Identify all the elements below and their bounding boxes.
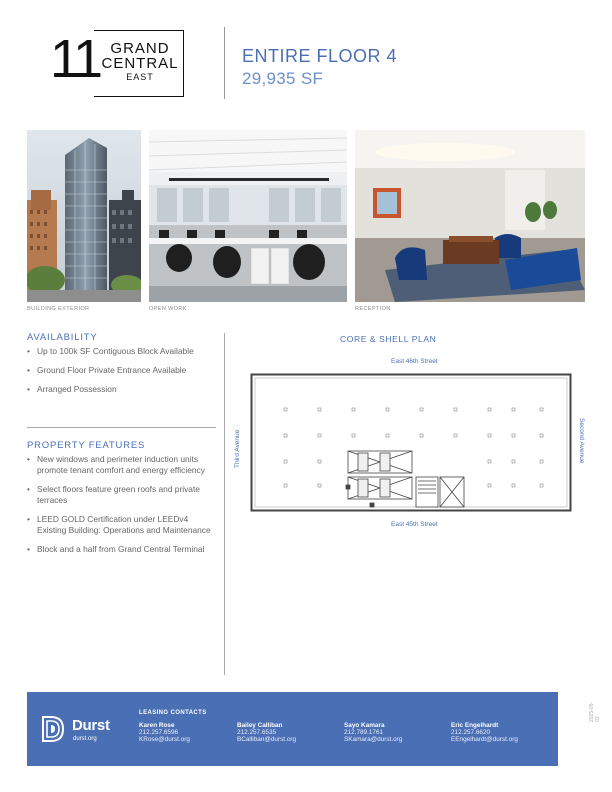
header-divider — [224, 27, 225, 99]
contact-name: Bailey Calliban — [237, 722, 283, 729]
leasing-contacts-heading: LEASING CONTACTS — [139, 710, 207, 716]
feature-item: • LEED GOLD Certification under LEEDv4 Existing Building: Operations and Maintenance — [27, 514, 217, 536]
column-divider — [224, 333, 225, 675]
logo-number: 11 — [50, 29, 101, 89]
feature-item: • Block and a half from Grand Central Terminal — [27, 544, 217, 555]
leasing-contacts-footer — [27, 692, 558, 766]
contact-card — [139, 722, 190, 743]
contact-phone[interactable]: 212.257.6535 — [237, 729, 277, 736]
contact-card — [344, 722, 402, 743]
feature-item: • Select floors feature green roofs and private terraces — [27, 484, 217, 506]
availability-item: • Up to 100k SF Contiguous Block Available — [27, 346, 217, 357]
open-work-photo — [149, 130, 347, 302]
feature-item: • New windows and perimeter induction units promote tenant comfort and energy efficiency — [27, 454, 217, 476]
contact-email[interactable]: BCalliban@durst.org — [237, 736, 297, 743]
street-label-bottom: East 45th Street — [391, 521, 438, 528]
caption-open-work: OPEN WORK — [149, 306, 187, 312]
contact-card — [237, 722, 296, 743]
durst-brand: Durst — [72, 717, 110, 734]
area-subtitle: 29,935 SF — [242, 69, 324, 88]
contact-email[interactable]: EEngelhardt@durst.org — [451, 736, 518, 743]
logo-wordmark — [99, 41, 181, 84]
contact-name: Sayo Kamara — [344, 722, 385, 729]
property-features-heading: PROPERTY FEATURES — [27, 440, 146, 451]
logo-line-grand: GRAND — [110, 40, 170, 57]
availability-item: • Arranged Possession — [27, 384, 217, 395]
contact-phone[interactable]: 212.257.6596 — [139, 729, 179, 736]
contact-phone[interactable]: 212.257.6620 — [451, 729, 491, 736]
caption-reception: RECEPTION — [355, 306, 391, 312]
availability-list — [27, 346, 217, 403]
contact-phone[interactable]: 212.789.1761 — [344, 729, 384, 736]
plan-title: CORE & SHELL PLAN — [340, 334, 437, 344]
contact-email[interactable]: KRose@durst.org — [139, 736, 190, 743]
avenue-label-right: Second Avenue — [578, 418, 585, 464]
availability-item: • Ground Floor Private Entrance Available — [27, 365, 217, 376]
contact-email[interactable]: SKamara@durst.org — [344, 736, 403, 743]
page-title: ENTIRE FLOOR 4 — [242, 46, 398, 66]
durst-logo-icon — [41, 716, 65, 742]
logo-line-east: EAST — [126, 72, 154, 82]
contact-name: Karen Rose — [139, 722, 175, 729]
section-divider — [27, 427, 216, 428]
contact-card — [451, 722, 518, 743]
logo-line-central: CENTRAL — [101, 55, 179, 72]
property-features-list — [27, 454, 217, 563]
durst-url[interactable]: durst.org — [73, 736, 97, 742]
avenue-label-left: Third Avenue — [234, 429, 241, 468]
reception-photo — [355, 130, 585, 302]
caption-building-exterior: BUILDING EXTERIOR — [27, 306, 90, 312]
street-label-top: East 46th Street — [391, 358, 438, 365]
availability-heading: AVAILABILITY — [27, 332, 98, 343]
floor-plan-drawing — [250, 373, 572, 513]
building-exterior-photo — [27, 130, 141, 302]
contact-name: Eric Engelhardt — [451, 722, 499, 729]
document-code: 2025-05-01 — [589, 701, 601, 722]
